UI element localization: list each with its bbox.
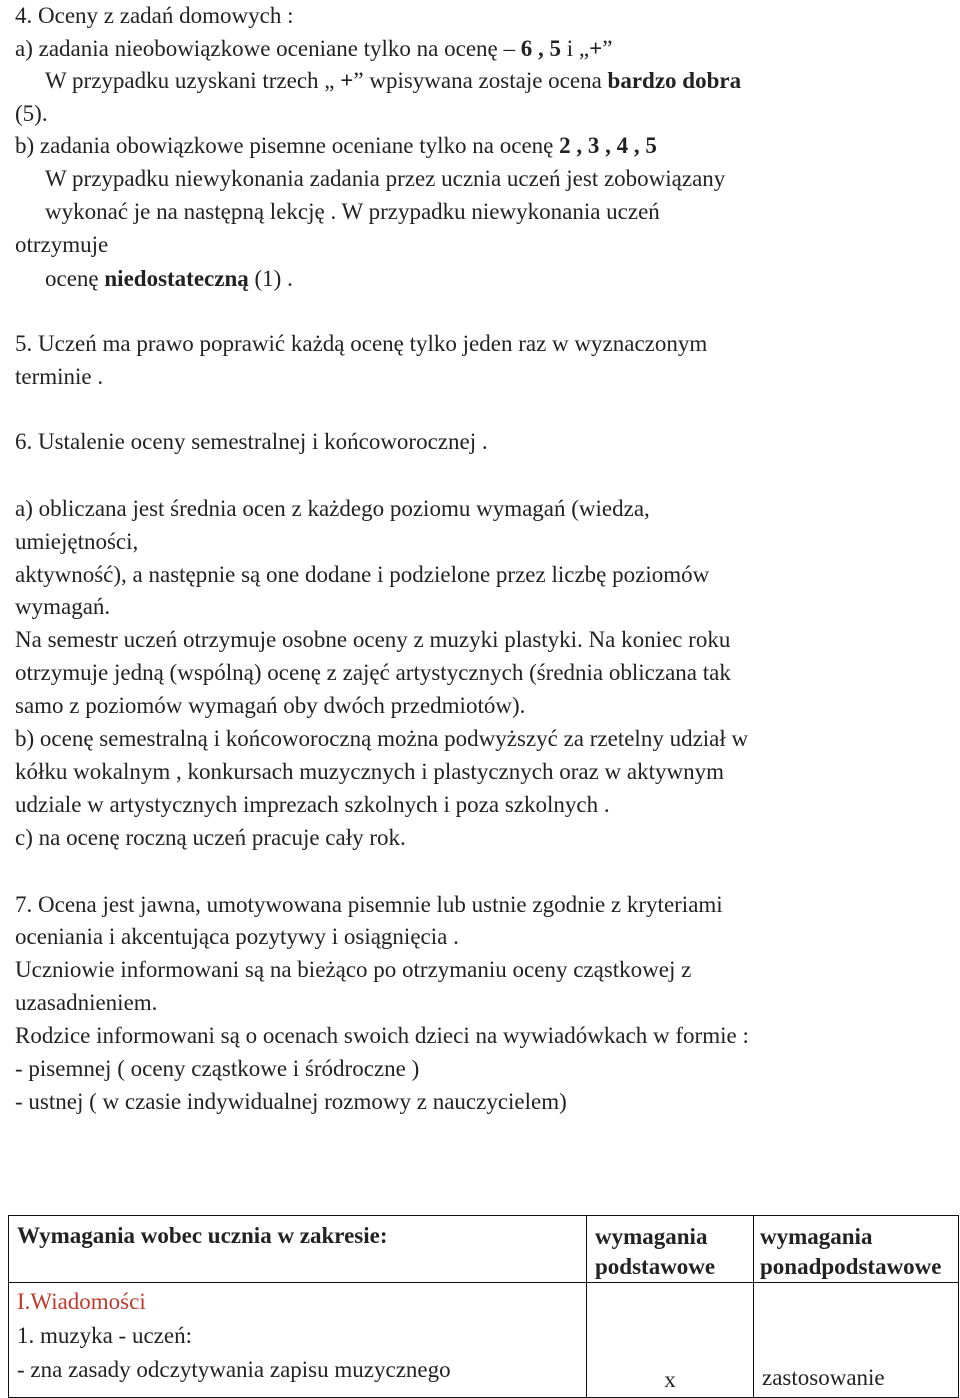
section-6-a2: umiejętności, <box>15 529 139 554</box>
section-6-a6: otrzymuje jedną (wspólną) ocenę z zajęć artystycznych (średnia obliczana tak <box>15 660 731 685</box>
table-cell-basic <box>587 1283 754 1398</box>
section-4a-note-end: (5). <box>15 101 48 126</box>
section-4b-text: b) zadania obowiązkowe pisemne oceniane tylko na ocenę <box>15 133 560 158</box>
table-subject: 1. muzyka - uczeń: <box>17 1323 192 1348</box>
table-header-row <box>9 1216 959 1283</box>
table-item-advanced-text: zastosowanie <box>762 1365 885 1390</box>
section-4a-mid: i „ <box>561 36 590 61</box>
table-header-advanced <box>754 1216 959 1283</box>
section-6-a7: samo z poziomów wymagań oby dwóch przedmiotów). <box>15 693 526 718</box>
table-section-title: I.Wiadomości <box>17 1289 146 1314</box>
table-cell-content <box>9 1283 587 1398</box>
section-6-b2: kółku wokalnym , konkursach muzycznych i plastycznych oraz w aktywnym <box>15 759 724 784</box>
section-4b-line2: W przypadku niewykonania zadania przez ucznia uczeń jest zobowiązany <box>45 166 726 191</box>
section-6-b3: udziale w artystycznych imprezach szkolnych i poza szkolnych . <box>15 792 610 817</box>
section-4a-plus: + <box>589 36 603 61</box>
section-4b-grades: 2 , 3 , 4 , 5 <box>559 133 657 158</box>
header-main-text: Wymagania wobec ucznia w zakresie: <box>17 1223 388 1248</box>
note-plus: + <box>340 68 354 93</box>
table-item: - zna zasady odczytywania zapisu muzycznego <box>17 1357 451 1382</box>
section-4a <box>15 34 612 64</box>
section-4a-note <box>45 66 741 96</box>
section-6-a1: a) obliczana jest średnia ocen z każdego poziomu wymagań (wiedza, <box>15 496 650 521</box>
section-4a-end: ” <box>602 36 613 61</box>
section-4b <box>15 131 657 161</box>
section-7-l7: - ustnej ( w czasie indywidualnej rozmowy z nauczycielem) <box>15 1089 567 1114</box>
header-advanced-l1: wymagania <box>760 1224 873 1249</box>
section-7-l6: - pisemnej ( oceny cząstkowe i śródroczne ) <box>15 1056 420 1081</box>
section-4a-grades: 6 , 5 <box>520 36 562 61</box>
header-basic-l2: podstawowe <box>595 1254 716 1279</box>
note-prefix: W przypadku uzyskani trzech „ <box>45 68 341 93</box>
section-7-l5: Rodzice informowani są o ocenach swoich dzieci na wywiadówkach w formie : <box>15 1023 749 1048</box>
line5-prefix: ocenę <box>45 266 105 291</box>
table-item-basic-mark: x <box>664 1367 676 1392</box>
table-row <box>9 1283 959 1398</box>
section-7-l4: uzasadnieniem. <box>15 990 158 1015</box>
section-6-a5: Na semestr uczeń otrzymuje osobne oceny z muzyki plastyki. Na koniec roku <box>15 627 731 652</box>
table-cell-advanced <box>754 1283 959 1398</box>
section-7-l3: Uczniowie informowani są na bieżąco po otrzymaniu oceny cząstkowej z <box>15 957 692 982</box>
table-header-main <box>9 1216 587 1283</box>
section-4b-line5 <box>45 264 293 294</box>
section-6-c1: c) na ocenę roczną uczeń pracuje cały rok. <box>15 825 406 850</box>
section-6-title: 6. Ustalenie oceny semestralnej i końcoworocznej . <box>15 429 488 454</box>
section-7-l2: oceniania i akcentująca pozytywy i osiągnięcia . <box>15 924 459 949</box>
line5-bold: niedostateczną <box>104 266 249 291</box>
section-5-line1: 5. Uczeń ma prawo poprawić każdą ocenę tylko jeden raz w wyznaczonym <box>15 331 708 356</box>
section-6-a3: aktywność), a następnie są one dodane i podzielone przez liczbę poziomów <box>15 562 710 587</box>
line5-end: (1) . <box>248 266 293 291</box>
section-4a-text: a) zadania nieobowiązkowe oceniane tylko na ocenę – <box>15 36 521 61</box>
section-5-line2: terminie . <box>15 364 104 389</box>
section-6-a4: wymagań. <box>15 594 111 619</box>
requirements-table <box>8 1215 959 1398</box>
note-bold: bardzo dobra <box>607 68 742 93</box>
section-7-l1: 7. Ocena jest jawna, umotywowana pisemnie lub ustnie zgodnie z kryteriami <box>15 892 723 917</box>
section-4b-line3: wykonać je na następną lekcję . W przypadku niewykonania uczeń <box>45 199 660 224</box>
section-4b-line4: otrzymuje <box>15 232 109 257</box>
header-advanced-l2: ponadpodstawowe <box>760 1254 942 1279</box>
section-6-b1: b) ocenę semestralną i końcoworoczną można podwyższyć za rzetelny udział w <box>15 726 749 751</box>
header-basic-l1: wymagania <box>595 1224 708 1249</box>
note-mid: ” wpisywana zostaje ocena <box>353 68 608 93</box>
table-header-basic <box>587 1216 754 1283</box>
section-4-title: 4. Oceny z zadań domowych : <box>15 3 294 28</box>
